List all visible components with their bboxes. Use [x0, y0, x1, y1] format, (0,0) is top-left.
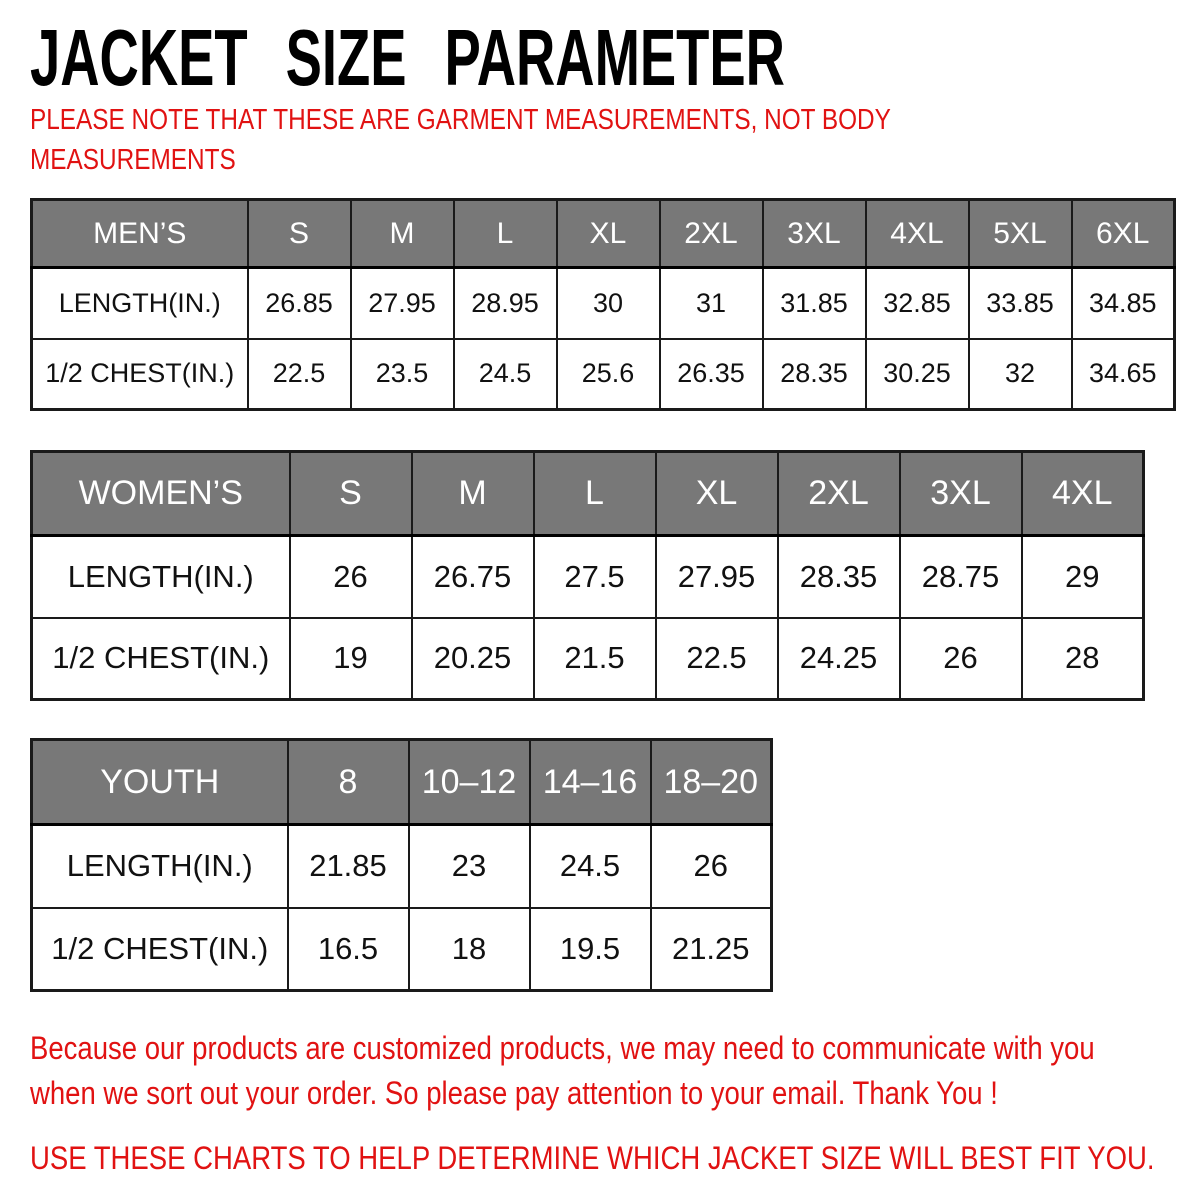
size-value-cell: 19 [290, 618, 412, 700]
size-value-cell: 16.5 [288, 908, 409, 991]
row-label: LENGTH(IN.) [32, 268, 248, 339]
size-value-cell: 32 [969, 339, 1072, 410]
size-value-cell: 28.95 [454, 268, 557, 339]
size-value-cell: 31 [660, 268, 763, 339]
size-value-cell: 19.5 [530, 908, 651, 991]
size-value-cell: 26 [651, 825, 772, 908]
row-label: 1/2 CHEST(IN.) [32, 339, 248, 410]
mens-size-col-xl: XL [557, 200, 660, 268]
customization-notice-line-1: Because our products are customized products, we may need to communicate with you [30, 1030, 1095, 1066]
womens-size-col-m: M [412, 452, 534, 536]
womens-size-col-xl: XL [656, 452, 778, 536]
size-value-cell: 21.85 [288, 825, 409, 908]
size-value-cell: 24.25 [778, 618, 900, 700]
size-value-cell: 27.5 [534, 536, 656, 618]
youth-table-title: YOUTH [32, 740, 288, 825]
size-value-cell: 20.25 [412, 618, 534, 700]
size-value-cell: 31.85 [763, 268, 866, 339]
youth-size-col-10-12: 10–12 [409, 740, 530, 825]
mens-table-title: MEN’S [32, 200, 248, 268]
womens-size-col-s: S [290, 452, 412, 536]
youth-size-table [30, 738, 773, 992]
size-value-cell: 26.85 [248, 268, 351, 339]
youth-chest-row [32, 908, 772, 991]
note-line-2: MEASUREMENTS [30, 144, 236, 176]
youth-size-col-8: 8 [288, 740, 409, 825]
youth-length-row [32, 825, 772, 908]
size-value-cell: 27.95 [351, 268, 454, 339]
mens-size-col-s: S [248, 200, 351, 268]
size-value-cell: 28.35 [778, 536, 900, 618]
size-value-cell: 26 [900, 618, 1022, 700]
size-value-cell: 34.65 [1072, 339, 1175, 410]
size-value-cell: 33.85 [969, 268, 1072, 339]
size-value-cell: 29 [1022, 536, 1144, 618]
mens-size-col-2xl: 2XL [660, 200, 763, 268]
mens-size-col-3xl: 3XL [763, 200, 866, 268]
row-label: LENGTH(IN.) [32, 536, 290, 618]
womens-chest-row [32, 618, 1144, 700]
womens-size-col-4xl: 4XL [1022, 452, 1144, 536]
size-value-cell: 21.5 [534, 618, 656, 700]
mens-size-col-l: L [454, 200, 557, 268]
mens-size-col-6xl: 6XL [1072, 200, 1175, 268]
size-value-cell: 21.25 [651, 908, 772, 991]
youth-size-col-18-20: 18–20 [651, 740, 772, 825]
size-value-cell: 28 [1022, 618, 1144, 700]
womens-size-col-2xl: 2XL [778, 452, 900, 536]
size-value-cell: 23 [409, 825, 530, 908]
mens-size-col-5xl: 5XL [969, 200, 1072, 268]
size-value-cell: 27.95 [656, 536, 778, 618]
size-value-cell: 32.85 [866, 268, 969, 339]
size-value-cell: 23.5 [351, 339, 454, 410]
mens-size-col-m: M [351, 200, 454, 268]
row-label: LENGTH(IN.) [32, 825, 288, 908]
size-value-cell: 24.5 [454, 339, 557, 410]
size-value-cell: 25.6 [557, 339, 660, 410]
page-title: JACKET SIZE PARAMETER [30, 13, 785, 102]
womens-length-row [32, 536, 1144, 618]
row-label: 1/2 CHEST(IN.) [32, 618, 290, 700]
size-value-cell: 28.75 [900, 536, 1022, 618]
mens-length-row [32, 268, 1175, 339]
customization-notice-line-2: when we sort out your order. So please pay attention to your email. Thank You ! [30, 1075, 998, 1111]
size-value-cell: 18 [409, 908, 530, 991]
womens-size-table [30, 450, 1145, 701]
womens-size-col-l: L [534, 452, 656, 536]
mens-chest-row [32, 339, 1175, 410]
garment-measurement-note [30, 100, 891, 180]
chart-usage-note: USE THESE CHARTS TO HELP DETERMINE WHICH JACKET SIZE WILL BEST FIT YOU. [30, 1140, 1155, 1176]
size-value-cell: 24.5 [530, 825, 651, 908]
womens-header-row [32, 452, 1144, 536]
womens-table-title: WOMEN’S [32, 452, 290, 536]
size-value-cell: 26 [290, 536, 412, 618]
mens-header-row [32, 200, 1175, 268]
row-label: 1/2 CHEST(IN.) [32, 908, 288, 991]
size-value-cell: 26.75 [412, 536, 534, 618]
note-line-1: PLEASE NOTE THAT THESE ARE GARMENT MEASUREMENTS, NOT BODY [30, 104, 891, 136]
size-value-cell: 26.35 [660, 339, 763, 410]
footer-notes [30, 1026, 1154, 1178]
mens-size-col-4xl: 4XL [866, 200, 969, 268]
womens-size-col-3xl: 3XL [900, 452, 1022, 536]
youth-size-col-14-16: 14–16 [530, 740, 651, 825]
mens-size-table [30, 198, 1176, 411]
youth-header-row [32, 740, 772, 825]
size-value-cell: 34.85 [1072, 268, 1175, 339]
size-value-cell: 30 [557, 268, 660, 339]
size-value-cell: 30.25 [866, 339, 969, 410]
size-value-cell: 22.5 [656, 618, 778, 700]
customization-notice [30, 1026, 1154, 1116]
size-value-cell: 28.35 [763, 339, 866, 410]
size-value-cell: 22.5 [248, 339, 351, 410]
